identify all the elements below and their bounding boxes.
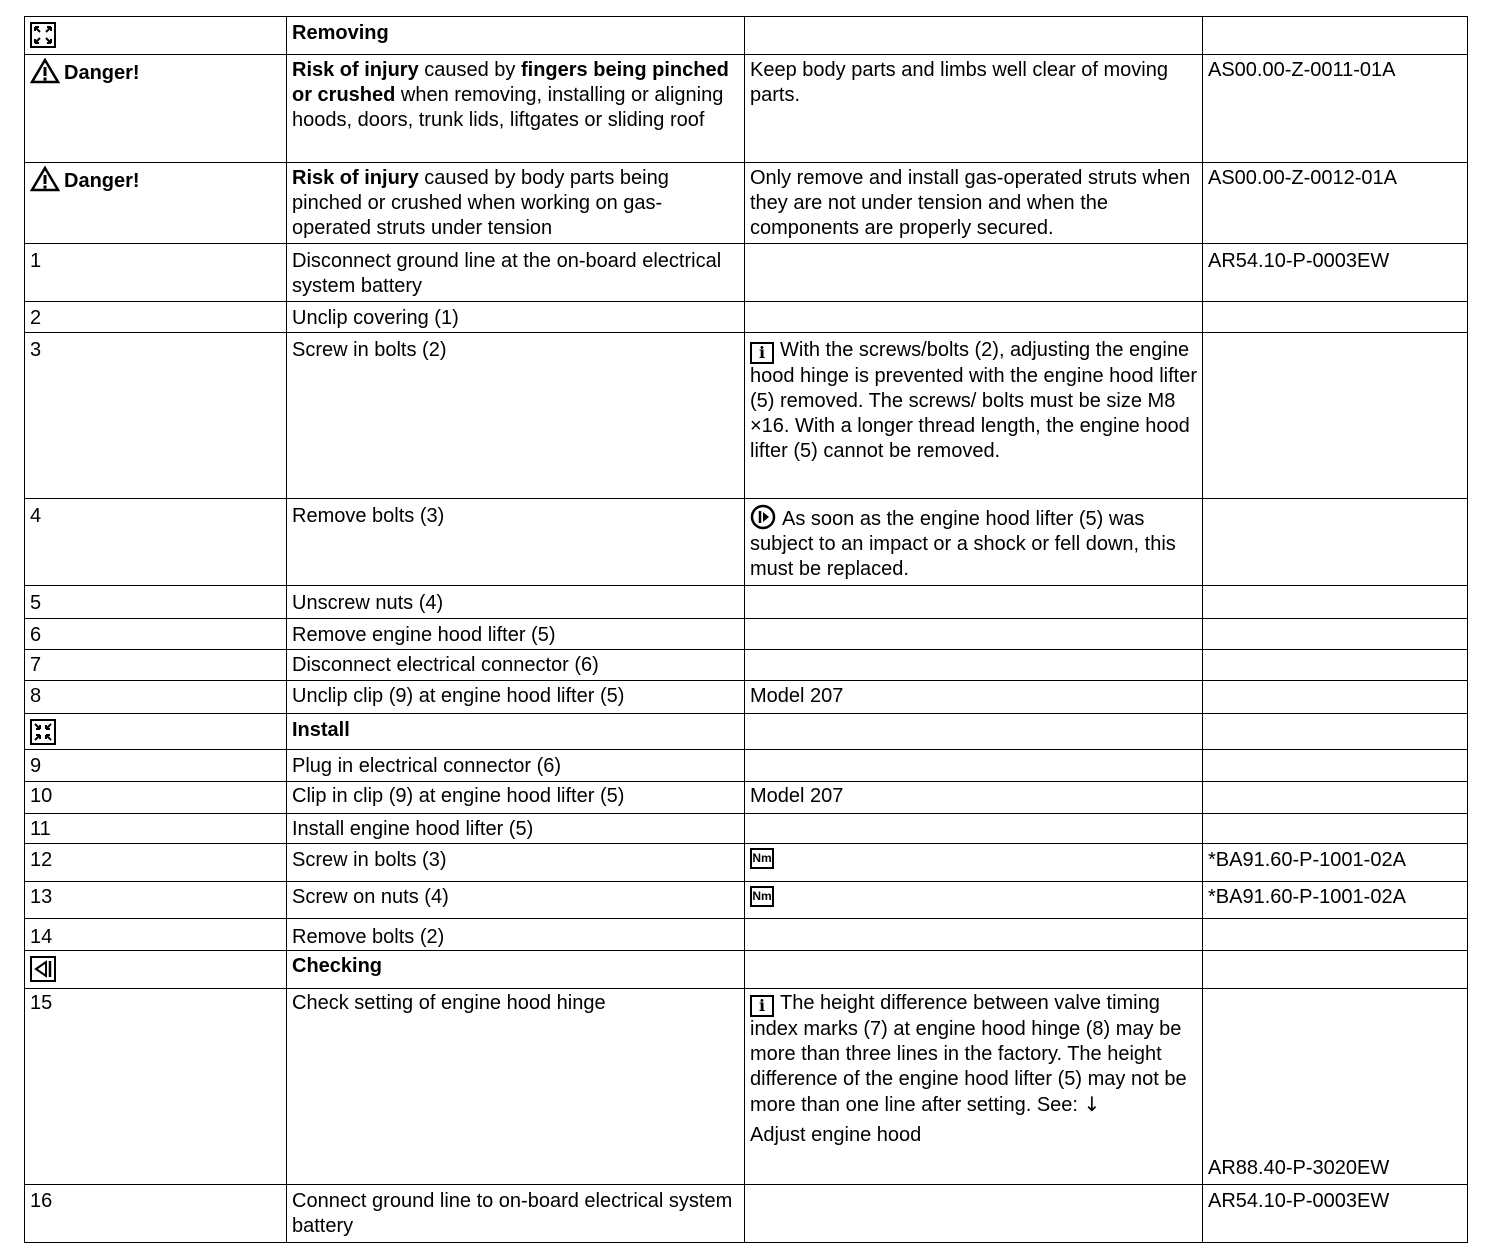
step-number: 1 [25,244,287,302]
info-icon: i [750,342,774,364]
danger-row [25,55,1468,163]
step-row [25,681,1468,714]
step-row [25,989,1468,1185]
step-number: 5 [25,586,287,619]
reference-code: AR88.40-P-3020EW [1203,989,1468,1185]
reference-code [1203,586,1468,619]
risk-text: Risk of injury caused by body parts being pinched or crushed when working on gas-operated struts under tension [287,163,745,244]
reference-code [1203,650,1468,681]
step-action: Unclip clip (9) at engine hood lifter (5) [287,681,745,714]
step-note [745,882,1203,919]
remedy-text: Keep body parts and limbs well clear of moving parts. [745,55,1203,163]
step-action: Screw on nuts (4) [287,882,745,919]
step-number: 13 [25,882,287,919]
step-action: Remove bolts (3) [287,499,745,586]
step-action: Plug in electrical connector (6) [287,750,745,782]
step-row [25,844,1468,882]
step-note [745,814,1203,844]
reference-code [1203,782,1468,814]
procedure-table [24,16,1468,1243]
reference-code [1203,619,1468,650]
step-row [25,750,1468,782]
step-action: Screw in bolts (2) [287,333,745,499]
section-row-checking [25,951,1468,989]
step-number: 6 [25,619,287,650]
section-row-install [25,714,1468,750]
step-number: 15 [25,989,287,1185]
step-note [745,586,1203,619]
reference-code [1203,333,1468,499]
danger-row [25,163,1468,244]
step-row [25,782,1468,814]
reference-code [1203,681,1468,714]
step-note [745,1185,1203,1243]
step-number: 10 [25,782,287,814]
step-note: i With the screws/bolts (2), adjusting the engine hood hinge is prevented with the engine hood lifter (5) removed. The screws/ bolts must be size M8 ×16. With a longer thread length, the engine hood lifter (5) cannot be removed. [745,333,1203,499]
step-number: 7 [25,650,287,681]
step-action: Connect ground line to on-board electrical system battery [287,1185,745,1243]
reference-code [1203,750,1468,782]
danger-label: Danger! [64,170,140,192]
down-arrow-icon: ↓ [1083,1092,1101,1116]
checking-icon [30,956,56,982]
step-row [25,814,1468,844]
step-action: Clip in clip (9) at engine hood lifter (5) [287,782,745,814]
step-action: Unscrew nuts (4) [287,586,745,619]
step-number: 4 [25,499,287,586]
step-action: Disconnect ground line at the on-board electrical system battery [287,244,745,302]
step-action: Unclip covering (1) [287,302,745,333]
reference-code: AS00.00-Z-0011-01A [1203,55,1468,163]
step-number: 11 [25,814,287,844]
step-action: Install engine hood lifter (5) [287,814,745,844]
step-note: Model 207 [745,782,1203,814]
danger-cell [25,163,287,244]
reference-code: AR54.10-P-0003EW [1203,244,1468,302]
step-number: 9 [25,750,287,782]
step-note [745,750,1203,782]
step-note [745,302,1203,333]
step-note [745,244,1203,302]
step-note: Model 207 [745,681,1203,714]
warning-triangle-icon [30,58,60,84]
section-icon-cell [25,714,287,750]
step-action: Remove bolts (2) [287,919,745,951]
remove-icon [30,22,56,48]
step-row [25,499,1468,586]
step-row [25,919,1468,951]
install-icon [30,719,56,745]
section-title: Removing [287,17,745,55]
step-row [25,619,1468,650]
step-number: 3 [25,333,287,499]
step-row [25,244,1468,302]
replace-part-icon [750,504,776,530]
step-action: Screw in bolts (3) [287,844,745,882]
step-row [25,333,1468,499]
section-icon-cell [25,17,287,55]
step-number: 14 [25,919,287,951]
procedure-document [24,16,1467,1243]
step-action: Check setting of engine hood hinge [287,989,745,1185]
reference-code: *BA91.60-P-1001-02A [1203,844,1468,882]
step-action: Remove engine hood lifter (5) [287,619,745,650]
step-note [745,650,1203,681]
see-reference-link[interactable]: Adjust engine hood [750,1124,922,1146]
reference-code: *BA91.60-P-1001-02A [1203,882,1468,919]
step-row [25,882,1468,919]
step-note [745,844,1203,882]
reference-code: AS00.00-Z-0012-01A [1203,163,1468,244]
torque-icon: Nm [750,886,774,907]
reference-code [1203,499,1468,586]
reference-code [1203,302,1468,333]
danger-label: Danger! [64,62,140,84]
section-icon-cell [25,951,287,989]
torque-icon: Nm [750,848,774,869]
step-note: i The height difference between valve timing index marks (7) at engine hood hinge (8) may be more than three lines in the factory. The height difference of the engine hood lifter (5) may not be more than one line after setting. See: ↓ Adjust engine hood [745,989,1203,1185]
reference-code [1203,814,1468,844]
step-row [25,650,1468,681]
danger-cell [25,55,287,163]
info-icon: i [750,995,774,1017]
step-row [25,1185,1468,1243]
step-row [25,302,1468,333]
reference-code: AR54.10-P-0003EW [1203,1185,1468,1243]
step-action: Disconnect electrical connector (6) [287,650,745,681]
risk-text: Risk of injury caused by fingers being pinched or crushed when removing, installing or aligning hoods, doors, trunk lids, liftgates or sliding roof [287,55,745,163]
warning-triangle-icon [30,166,60,192]
section-title: Checking [287,951,745,989]
step-number: 16 [25,1185,287,1243]
step-number: 2 [25,302,287,333]
step-row [25,586,1468,619]
step-note [745,619,1203,650]
section-title: Install [287,714,745,750]
step-note [745,919,1203,951]
step-number: 8 [25,681,287,714]
step-number: 12 [25,844,287,882]
step-note: As soon as the engine hood lifter (5) was subject to an impact or a shock or fell down, this must be replaced. [745,499,1203,586]
section-row-removing [25,17,1468,55]
remedy-text: Only remove and install gas-operated struts when they are not under tension and when the components are properly secured. [745,163,1203,244]
reference-code [1203,919,1468,951]
